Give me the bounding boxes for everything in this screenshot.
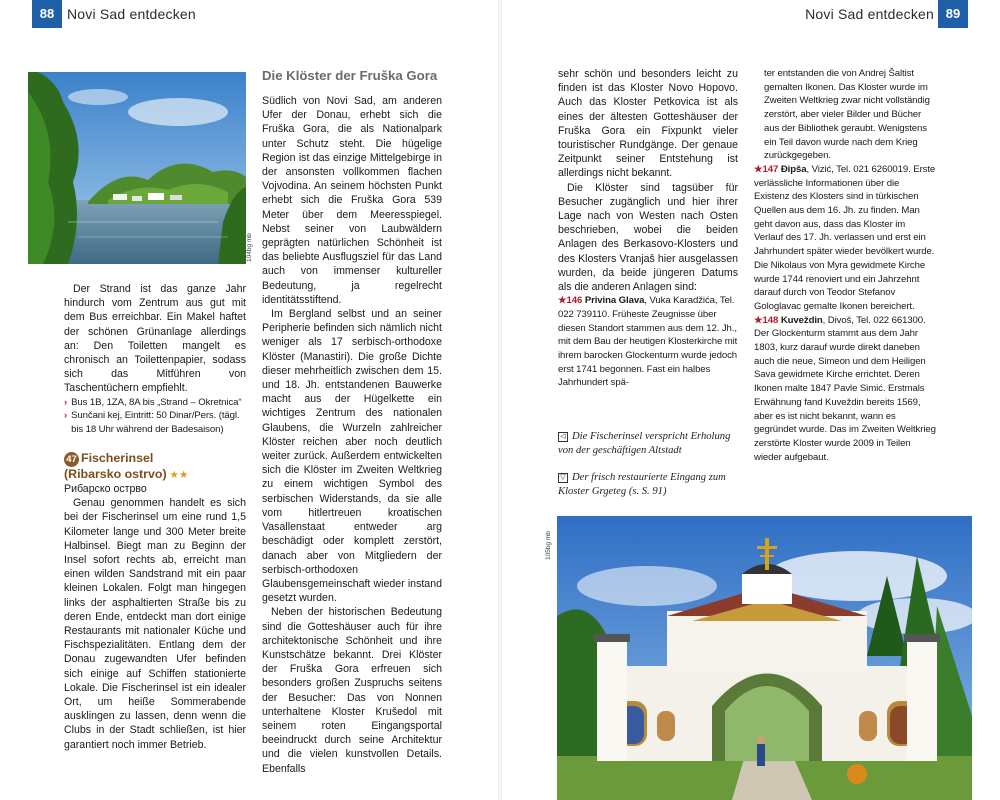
fischerinsel-body: Genau genommen handelt es sich bei der Fischerinsel um eine rund 1,5 Kilometer lange und 300 Meter breite Halbinsel. Biegt man zu Beginn der Insel sofort rechts ab, erreicht man einen wilden Sandstrand mit ein paar kleinen Lokalen. Folgt man hingegen links der asphaltierten Straße bis zu deren Ende, entdeckt man dort einige Restaurants mit nationaler Küche und Fischspezialitäten. Entlang dem der Donau zugewandten Ufer befinden sich einige auf Schiffen stationierte Lokale. Die Fischerinsel ist ein idealer Ort, um heiße Sommerabende ausklingen zu lassen, denn wenn die Clubs in der Stadt schließen, ist hier garantiert noch immer Betrieb. [64,497,246,751]
kloester-paragraph-3: Neben der historischen Bedeutung sind die Gotteshäuser auch für ihre architektonische Schönheit und ihre Kunstschätze bekannt. Drei Klöster der Fruška Gora erfreuen sich besonders großen Zuspruchs seitens der Besucher: Das von Nonnen unterhaltene Kloster Krušedol mit seinem roten Eingangsportal beeindruckt durch seine Architektur und die vielen kunstvollen Details. Ebenfalls [262,606,442,775]
chevron-icon: › [64,410,68,422]
book-gutter [498,0,502,800]
page-number-left: 88 [32,0,62,28]
caption-fischerinsel [558,430,740,457]
kloester-column [262,67,442,776]
fischerinsel-title: Fischerinsel [81,450,154,465]
right-column-1 [558,67,738,390]
photo-credit-left: 104bg mb [246,233,253,262]
running-head-left: Novi Sad entdecken [67,6,196,22]
star-icon: ★ [754,163,763,175]
strand-paragraph: Der Strand ist das ganze Jahr hindurch vom Zentrum aus gut mit dem Bus erreichbar. Ein Makel haftet der schönen Grünanlage allerdings an: Den Toiletten mangelt es chronisch an Toilettenpapier, sodass sich das Mitführen von Taschentüchern empfiehlt. [64,283,246,395]
running-head-right: Novi Sad entdecken [805,6,934,22]
entry-text: , Divoš, Tel. 022 661300. Der Glockenturm stammt aus dem Jahr 1803, kurz darauf wurde direkt daneben auch die neue, Simeon und dem Heiligen Sava gewidmete Kirche errichtet. Deren Ikonen malte 1847 Pavle Simić. Erstmals Erwähnung fand Kuveždin bereits 1569, aber es ist nicht bekannt, wann es gegründet wurde. Das im Zweiten Weltkrieg zerstörte Kloster wurde 2009 in Teilen wieder aufgebaut. [754,314,936,463]
star-rating-icon: ★★ [169,468,189,481]
star-icon: ★ [754,314,763,326]
fischerinsel-heading [64,451,246,467]
caption-grgeteg-text: Der frisch restaurierte Eingang zum Kloster Grgeteg (s. S. 91) [558,472,726,497]
page-number-right: 89 [938,0,968,28]
caption-grgeteg [558,471,740,498]
entry-number: 148 [762,314,779,326]
fischerinsel-subtitle-line [64,467,246,482]
col3-paragraph-2: Die Klöster sind tagsüber für Besucher zugänglich und hier ihrer Lage nach von Westen nach Osten beschrieben, wobei die beiden Anlagen des Berkasovo-Klosters und des Klosters Vranjaš hier ausgelassen wurden, da beide jüngeren Datums als die anderen Anlagen sind: [558,181,738,294]
caption-arrow-icon: ▽ [558,473,568,483]
left-column [64,282,246,752]
entry-name: Kuveždin [780,314,823,326]
col3-paragraph-1: sehr schön und besonders leicht zu finden ist das Kloster Novo Hopovo. Auch das Kloster Petkovica ist als eines der ältesten Gotteshäuser der Fruška Gora ein Fixpunkt vieler touristischer Rundgänge. Der genaue Zeitpunkt seiner Entstehung ist allerdings nicht bekannt. [558,68,738,180]
fischerinsel-subtitle: (Ribarsko ostrvo) [64,466,167,481]
kloester-paragraph-2: Im Bergland selbst und an seiner Peripherie befinden sich nämlich nicht weniger als 17 serbisch-orthodoxe Klöster (Manastiri). Die große Dichte dieser mehrheitlich zwischen dem 15. und 18. Jh. entstandenen Bauwerke macht aus der Hügelkette ein wichtiges Zentrum des nationalen Glaubens, die Wurzeln zahlreicher Klöster reichen aber noch deutlich weiter zurück. Außerdem entwickelten sich die Klöster im Zweiten Weltkrieg zu einem wichtigen Symbol des serbischen Widerstands, da sie alle vom hitlertreuen kroatischen Vasallenstaat entweder arg beschädigt oder komplett zerstört, danach aber von Mitgliedern der serbisch-orthodoxen Glaubensgemeinschaft wieder instand gesetzt wurden. [262,308,442,605]
fischerinsel-photo-image [28,72,246,264]
col4-continuation: ter entstanden die von Andrej Šaltist gemalten Ikonen. Das Kloster wurde im Zweiten Weltkrieg zwar nicht vollständig zerstört, aber vieler Bilder und Bücher aus der Bibliothek geraubt. Wenigstens ein Teil davon wurde nach dem Krieg zurückgegeben. [764,68,930,162]
entry-147 [754,163,936,314]
info-entry-text: Sunčani kej, Eintritt: 50 Dinar/Pers. (tägl. bis 18 Uhr während der Badesaison) [71,410,240,436]
kloester-heading: Die Klöster der Fruška Gora [262,68,438,83]
fischerinsel-cyrillic: Рибарско острво [64,482,147,495]
right-column-2 [754,67,936,464]
star-icon: ★ [558,295,567,307]
caption-fischerinsel-text: Die Fischerinsel verspricht Erholung von der geschäftigen Altstadt [558,431,731,456]
grgeteg-photo-image [557,516,972,800]
caption-block [558,430,740,498]
caption-arrow-icon: ◁ [558,432,568,442]
poi-number-badge: 47 [64,452,79,467]
entry-text: , Vuka Karadžića, Tel. 022 739110. Früheste Zeugnisse über diesen Standort stammen aus dem 12. Jh., mit dem Bau der heutigen Klosterkirche mit ihrem barocken Glockenturm wurde jedoch erst 1741 begonnen. Fast ein halbes Jahrhundert spä- [558,295,738,389]
entry-name: Đipša [780,163,807,175]
kloester-paragraph-1: Südlich von Novi Sad, am anderen Ufer der Donau, erhebt sich die Fruška Gora, die als Nationalpark unter Schutz steht. Die hügelige Region ist das einzige Mittelgebirge in der ansonsten vollkommen flachen Vojvodina. An seinem höchsten Punkt erhebt sich die Fruška Gora 539 Meter über dem Meeresspiegel. Nebst seiner von Laubwäldern geprägten natürlichen Schönheit ist das beliebte Ausflugsziel für das Land auch von immenser kultureller Bedeutung, ja regelrecht identitätsstiftend. [262,95,442,306]
entry-146 [558,294,738,390]
entry-number: 147 [762,163,779,175]
entry-text: , Vizić, Tel. 021 6260019. Erste verlässliche Informationen über die Existenz des Klosters sind in türkischen Quellen aus dem 16. Jh. zu finden. Man geht davon aus, dass das Kloster im Verlauf des 17. Jh. verlassen und erst ein Jahrhundert später wieder bevölkert wurde. Die Nikolaus von Myra gewidmete Kirche wurde 1744 renoviert und ein Jahrzehnt darauf durch von Teodor Stefanov Gologlavac gemalte Ikonen bereichert. [754,163,936,312]
entry-number: 146 [566,295,583,307]
info-line-bus [64,396,246,410]
photo-credit-right: 105bg mb [545,531,552,560]
info-line-entry [64,409,246,436]
fischerinsel-photo [28,72,246,264]
entry-name: Privina Glava [584,295,645,307]
info-bus-text: Bus 1B, 1ZA, 8A bis „Strand – Okretnica“ [71,396,242,408]
chevron-icon: › [64,396,68,408]
entry-148 [754,314,936,465]
grgeteg-photo [557,516,972,800]
